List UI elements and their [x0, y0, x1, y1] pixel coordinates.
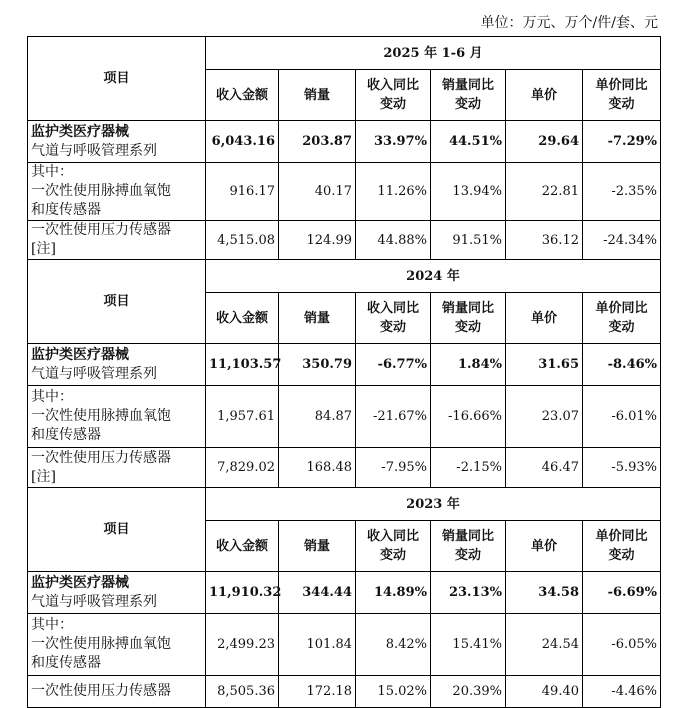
cell-value: -2.15%: [431, 448, 506, 488]
column-header: 收入金额: [206, 293, 279, 344]
row-name: 监护类医疗器械 气道与呼吸管理系列: [28, 121, 206, 163]
column-header: 销量: [279, 293, 356, 344]
project-header: 项目: [28, 37, 206, 121]
table-row: [28, 448, 661, 488]
project-header: 项目: [28, 488, 206, 572]
cell-value: 29.64: [506, 121, 583, 163]
cell-value: 11,910.32: [206, 572, 279, 614]
year-label: 2024 年: [206, 260, 661, 293]
cell-value: 31.65: [506, 344, 583, 386]
cell-value: -21.67%: [356, 386, 431, 448]
cell-value: -16.66%: [431, 386, 506, 448]
row-category: 监护类医疗器械: [31, 123, 129, 140]
year-row: [28, 488, 661, 521]
table-row: [28, 221, 661, 260]
cell-value: 91.51%: [431, 221, 506, 260]
cell-value: 15.41%: [431, 614, 506, 676]
unit-note: 单位：万元、万个/件/套、元: [480, 15, 658, 31]
cell-value: 1.84%: [431, 344, 506, 386]
cell-value: 14.89%: [356, 572, 431, 614]
table-row: [28, 676, 661, 708]
cell-value: 2,499.23: [206, 614, 279, 676]
cell-value: 36.12: [506, 221, 583, 260]
cell-value: 22.81: [506, 163, 583, 221]
cell-value: 8.42%: [356, 614, 431, 676]
row-name: 一次性使用压力传感器: [28, 676, 206, 708]
cell-value: -6.01%: [583, 386, 661, 448]
cell-value: 33.97%: [356, 121, 431, 163]
table-row: [28, 386, 661, 448]
cell-value: -24.34%: [583, 221, 661, 260]
project-header: 项目: [28, 260, 206, 344]
cell-value: 46.47: [506, 448, 583, 488]
table-row: [28, 614, 661, 676]
row-category: 监护类医疗器械: [31, 574, 129, 591]
column-header: 单价: [506, 70, 583, 121]
column-header: 销量同比 变动: [431, 70, 506, 121]
column-header: 销量: [279, 521, 356, 572]
column-header: 收入同比 变动: [356, 293, 431, 344]
year-label: 2023 年: [206, 488, 661, 521]
cell-value: 24.54: [506, 614, 583, 676]
cell-value: 23.13%: [431, 572, 506, 614]
column-header: 单价同比 变动: [583, 521, 661, 572]
row-name: 一次性使用压力传感器 [注]: [28, 448, 206, 488]
cell-value: 916.17: [206, 163, 279, 221]
cell-value: 11.26%: [356, 163, 431, 221]
cell-value: 350.79: [279, 344, 356, 386]
cell-value: 344.44: [279, 572, 356, 614]
cell-value: 4,515.08: [206, 221, 279, 260]
cell-value: 84.87: [279, 386, 356, 448]
column-header: 收入金额: [206, 521, 279, 572]
cell-value: 7,829.02: [206, 448, 279, 488]
cell-value: -7.95%: [356, 448, 431, 488]
cell-value: -7.29%: [583, 121, 661, 163]
row-name: 其中： 一次性使用脉搏血氧饱 和度传感器: [28, 614, 206, 676]
cell-value: 13.94%: [431, 163, 506, 221]
table-row: [28, 344, 661, 386]
year-row: [28, 260, 661, 293]
table-row: [28, 121, 661, 163]
column-header: 单价同比 变动: [583, 293, 661, 344]
row-category: 监护类医疗器械: [31, 346, 129, 363]
cell-value: 44.51%: [431, 121, 506, 163]
column-header: 销量同比 变动: [431, 293, 506, 344]
cell-value: -4.46%: [583, 676, 661, 708]
cell-value: 124.99: [279, 221, 356, 260]
cell-value: 23.07: [506, 386, 583, 448]
row-name: 其中： 一次性使用脉搏血氧饱 和度传感器: [28, 386, 206, 448]
cell-value: 11,103.57: [206, 344, 279, 386]
column-header: 单价: [506, 521, 583, 572]
cell-value: -6.05%: [583, 614, 661, 676]
cell-value: 1,957.61: [206, 386, 279, 448]
row-name: 监护类医疗器械 气道与呼吸管理系列: [28, 344, 206, 386]
cell-value: 20.39%: [431, 676, 506, 708]
column-header: 收入同比 变动: [356, 70, 431, 121]
column-header: 收入金额: [206, 70, 279, 121]
table-row: [28, 163, 661, 221]
column-header: 销量同比 变动: [431, 521, 506, 572]
row-name: 监护类医疗器械 气道与呼吸管理系列: [28, 572, 206, 614]
sales-table: [27, 36, 661, 708]
cell-value: -2.35%: [583, 163, 661, 221]
cell-value: 40.17: [279, 163, 356, 221]
cell-value: 101.84: [279, 614, 356, 676]
cell-value: 49.40: [506, 676, 583, 708]
column-header: 单价同比 变动: [583, 70, 661, 121]
cell-value: 6,043.16: [206, 121, 279, 163]
column-header: 销量: [279, 70, 356, 121]
cell-value: 172.18: [279, 676, 356, 708]
cell-value: -8.46%: [583, 344, 661, 386]
cell-value: -5.93%: [583, 448, 661, 488]
cell-value: -6.77%: [356, 344, 431, 386]
year-label: 2025 年 1-6 月: [206, 37, 661, 70]
cell-value: -6.69%: [583, 572, 661, 614]
column-header: 收入同比 变动: [356, 521, 431, 572]
cell-value: 44.88%: [356, 221, 431, 260]
cell-value: 203.87: [279, 121, 356, 163]
cell-value: 15.02%: [356, 676, 431, 708]
cell-value: 34.58: [506, 572, 583, 614]
table-row: [28, 572, 661, 614]
cell-value: 168.48: [279, 448, 356, 488]
row-name: 一次性使用压力传感器 [注]: [28, 221, 206, 260]
column-header: 单价: [506, 293, 583, 344]
cell-value: 8,505.36: [206, 676, 279, 708]
row-name: 其中： 一次性使用脉搏血氧饱 和度传感器: [28, 163, 206, 221]
year-row: [28, 37, 661, 70]
